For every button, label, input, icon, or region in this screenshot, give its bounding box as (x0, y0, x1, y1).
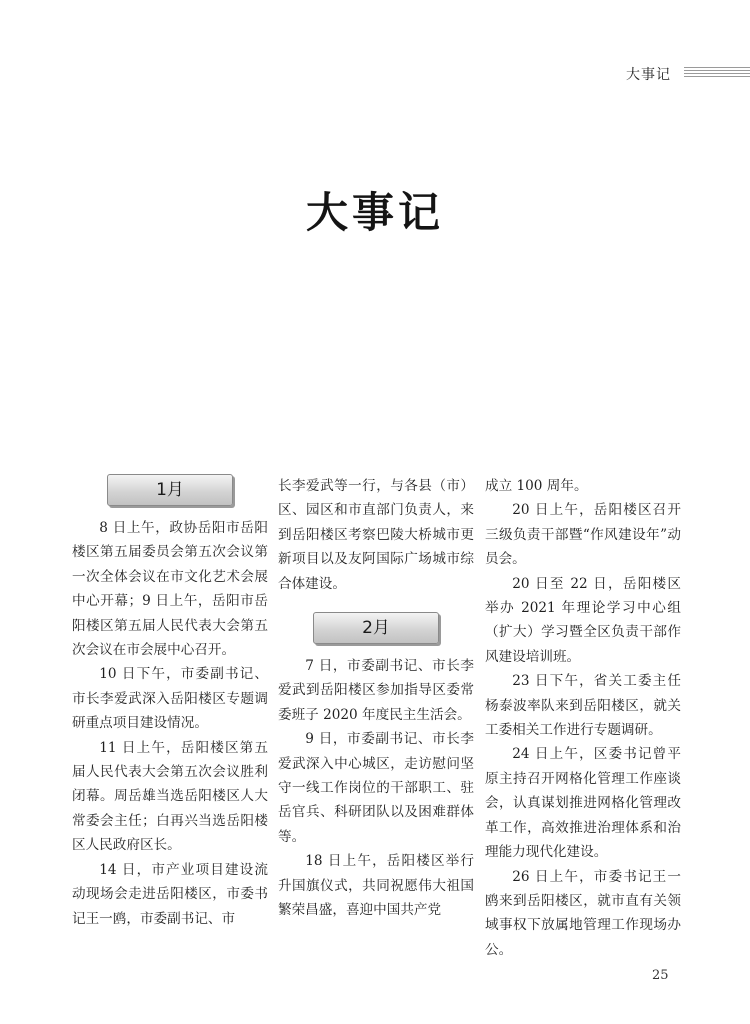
running-head: 大事记 (626, 67, 671, 83)
text-column-3 (485, 474, 681, 962)
entry-paragraph: 11 日上午，岳阳楼区第五届人民代表大会第五次会议胜利闭幕。周岳雄当选岳阳楼区人大常委会主任；白再兴当选岳阳楼区人民政府区长。 (72, 739, 268, 854)
entry-paragraph: 9 日，市委副书记、市长李爱武深入中心城区，走访慰问坚守一线工作岗位的干部职工、驻岳官兵、科研团队以及困难群体等。 (278, 731, 474, 845)
page-number: 25 (652, 968, 669, 983)
header-rule-decoration (684, 67, 750, 78)
entry-paragraph: 26 日上午，市委书记王一鸥来到岳阳楼区，就市直有关领域事权下放属地管理工作现场办公。 (485, 868, 681, 958)
entry-paragraph: 14 日，市产业项目建设流动现场会走进岳阳楼区，市委书记王一鸥，市委副书记、市 (72, 861, 268, 927)
page-title: 大事记 (305, 188, 444, 237)
entry-continuation: 长李爱武等一行，与各县（市）区、园区和市直部门负责人，来到岳阳楼区考察巴陵大桥城市更新项目以及友阿国际广场城市综合体建设。 (278, 478, 474, 592)
text-column-2 (278, 474, 474, 923)
month-heading-february: 2月 (313, 612, 439, 644)
entry-paragraph: 20 日至 22 日，岳阳楼区举办 2021 年理论学习中心组（扩大）学习暨全区负责干部作风建设培训班。 (485, 575, 681, 665)
entry-paragraph: 18 日上午，岳阳楼区举行升国旗仪式，共同祝愿伟大祖国繁荣昌盛，喜迎中国共产党 (278, 853, 474, 919)
entry-continuation: 成立 100 周年。 (485, 478, 588, 494)
entry-paragraph: 23 日下午，省关工委主任杨泰波率队来到岳阳楼区，就关工委相关工作进行专题调研。 (485, 673, 681, 739)
text-column-1 (72, 474, 268, 931)
month-heading-january: 1月 (107, 474, 233, 506)
entry-paragraph: 20 日上午，岳阳楼区召开三级负责干部暨“作风建设年”动员会。 (485, 502, 681, 568)
entry-paragraph: 7 日，市委副书记、市长李爱武到岳阳楼区参加指导区委常委班子 2020 年度民主生活会。 (278, 658, 474, 723)
entry-paragraph: 8 日上午，政协岳阳市岳阳楼区第五届委员会第五次会议第一次全体会议在市文化艺术会展中心开幕；9 日上午，岳阳市岳阳楼区第五届人民代表大会第五次会议在市会展中心召开。 (72, 520, 268, 659)
entry-paragraph: 24 日上午，区委书记曾平原主持召开网格化管理工作座谈会，认真谋划推进网格化管理改革工作，高效推进治理体系和治理能力现代化建设。 (485, 746, 681, 861)
entry-paragraph: 10 日下午，市委副书记、市长李爱武深入岳阳楼区专题调研重点项目建设情况。 (72, 666, 268, 732)
